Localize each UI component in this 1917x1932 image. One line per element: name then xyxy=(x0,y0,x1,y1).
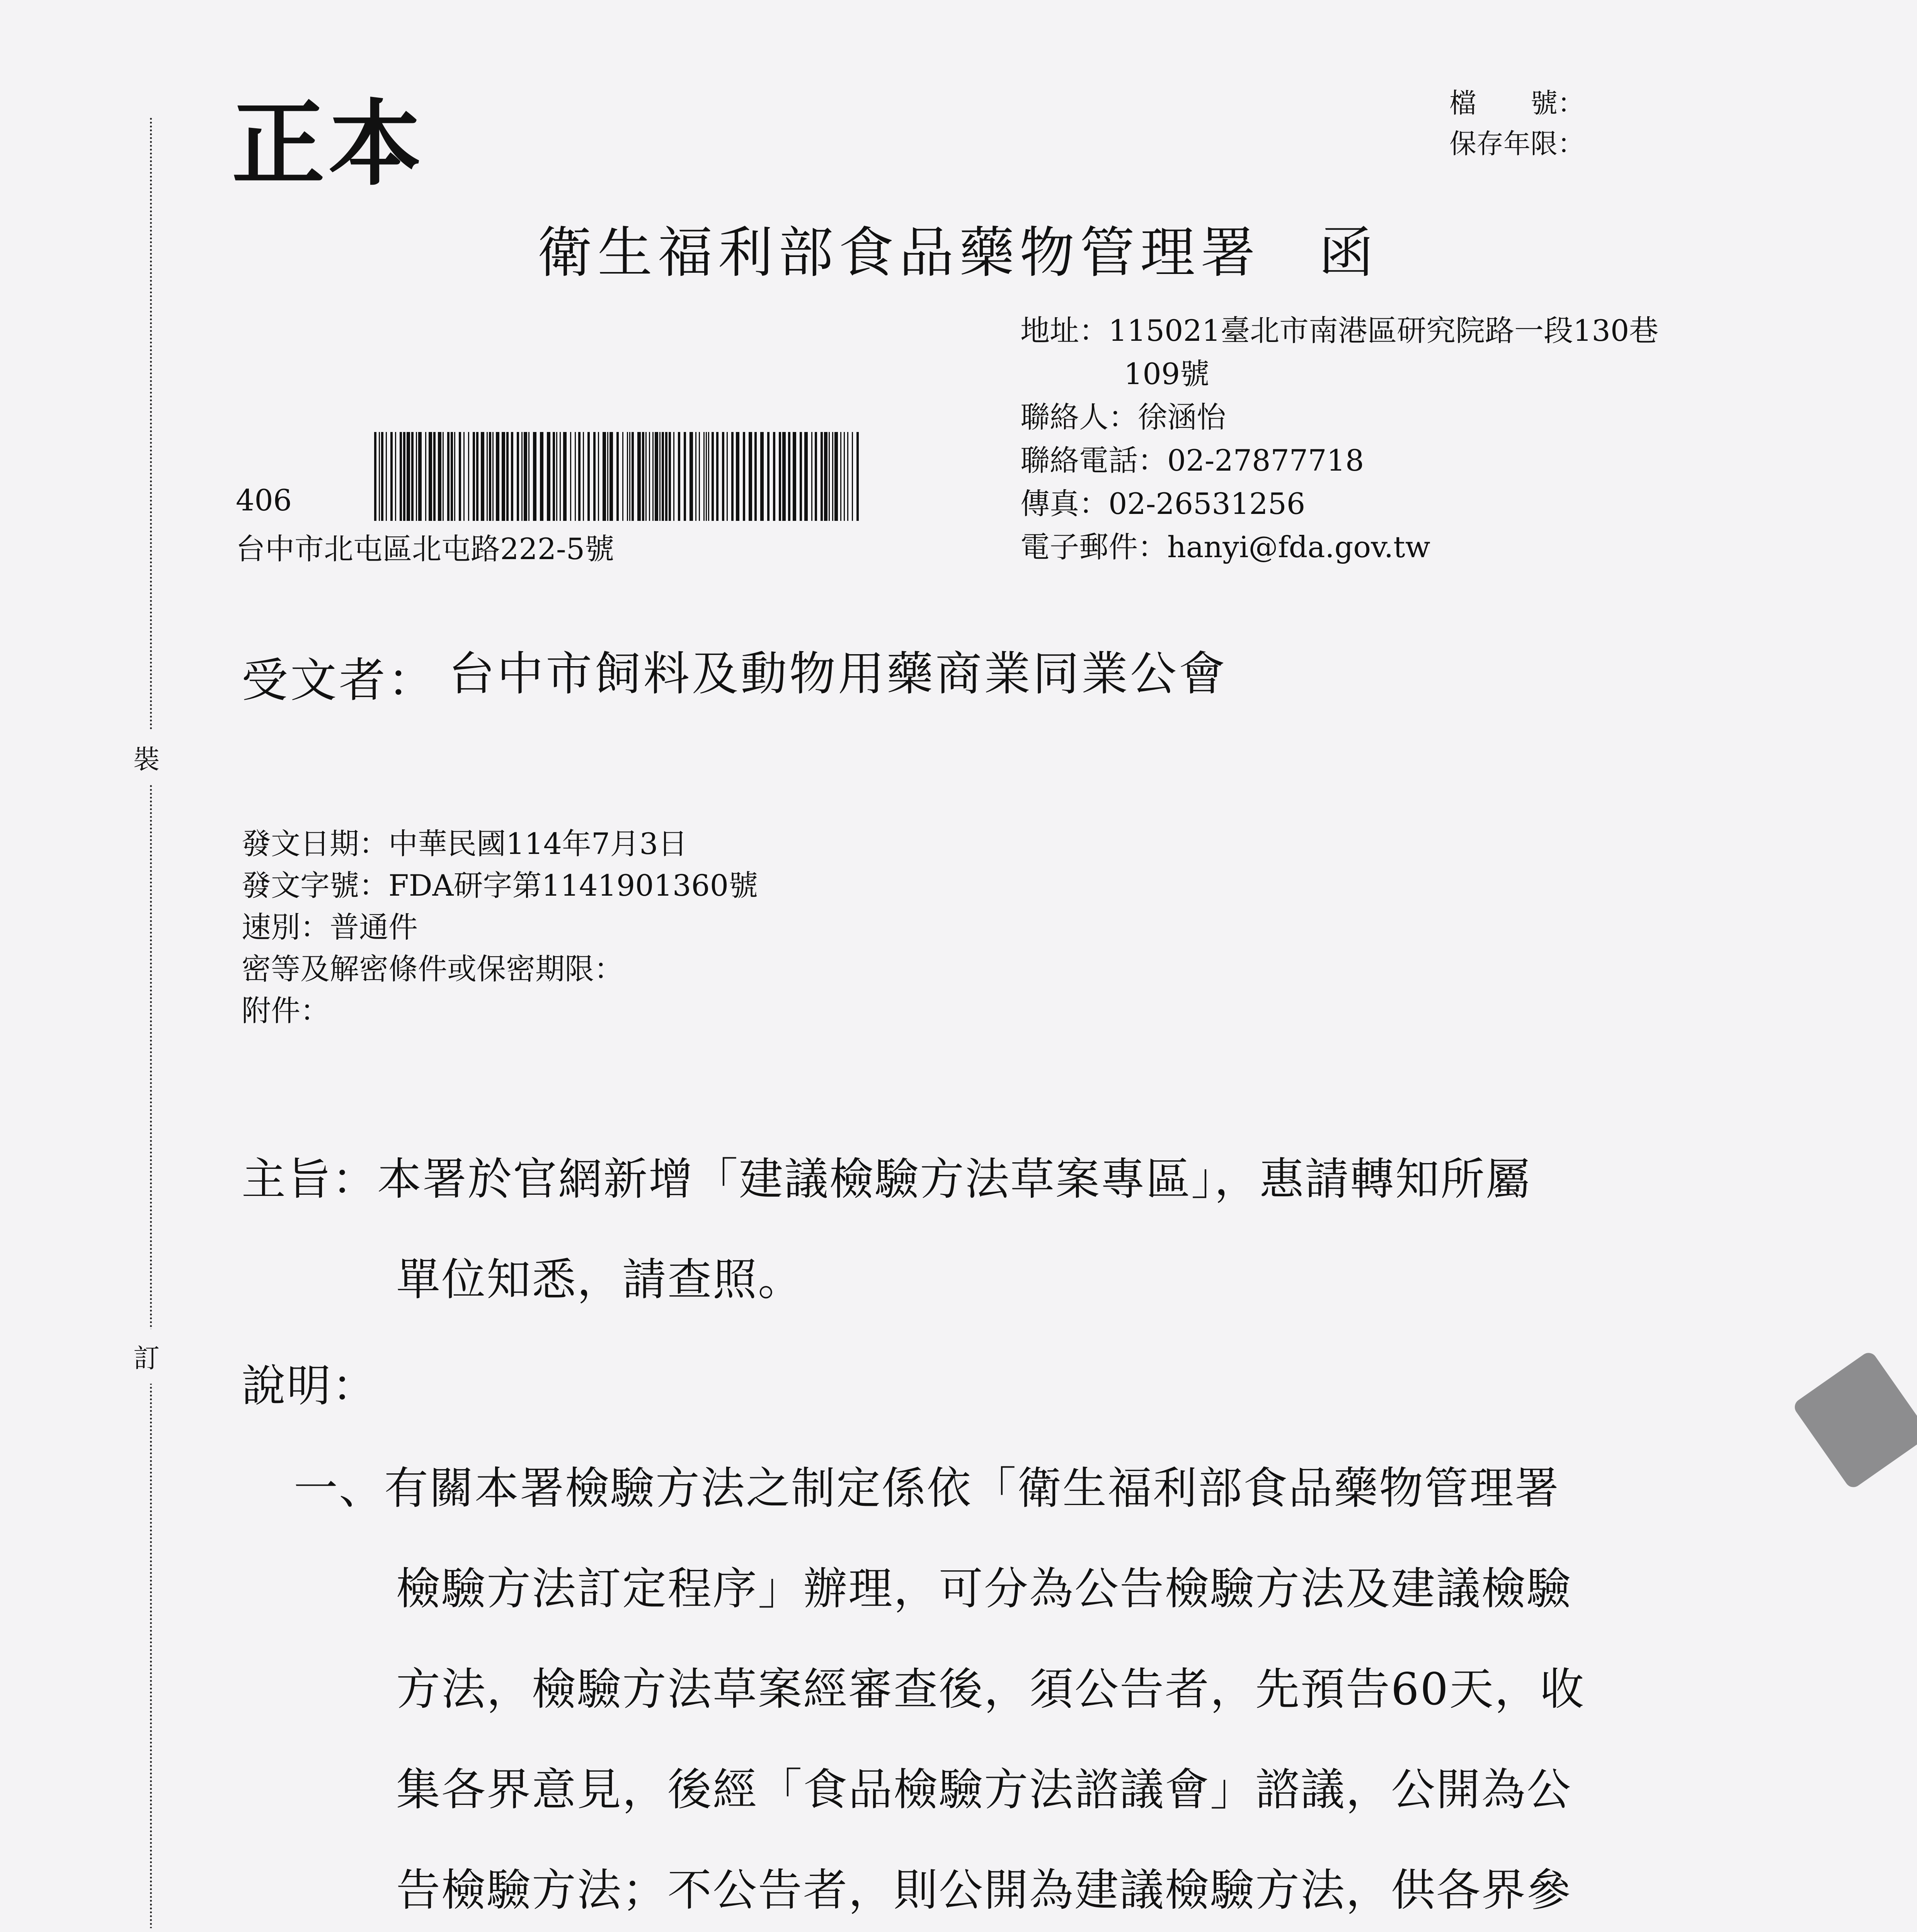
binding-mark-top: 裝 xyxy=(133,730,160,785)
barcode-bar xyxy=(429,432,432,521)
barcode-bar xyxy=(463,432,465,521)
barcode-bar xyxy=(695,432,696,521)
barcode-bar xyxy=(645,432,647,521)
barcode-bar xyxy=(416,432,417,521)
barcode-bar xyxy=(847,432,848,521)
recipient-label: 受文者： xyxy=(242,654,436,707)
barcode-bar xyxy=(521,432,523,521)
barcode-bar xyxy=(386,432,387,521)
barcode-bar xyxy=(390,432,393,521)
binding-mark-bottom xyxy=(133,1928,160,1932)
contact-block xyxy=(1020,309,1658,569)
barcode-bar xyxy=(609,432,613,521)
barcode-bar xyxy=(506,432,509,521)
barcode-bar xyxy=(492,432,494,521)
barcode-bar xyxy=(788,432,790,521)
barcode-bar xyxy=(662,432,664,521)
barcode-bar xyxy=(706,432,707,521)
barcode-bar xyxy=(443,432,444,521)
barcode-bar xyxy=(517,432,519,521)
barcode-bar xyxy=(722,432,724,521)
barcode-bar xyxy=(381,432,383,521)
barcode-bar xyxy=(690,432,693,521)
copy-stamp: 正本 xyxy=(232,89,426,198)
barcode-bar xyxy=(502,432,505,521)
barcode-bar xyxy=(570,432,571,521)
binding-line xyxy=(150,118,152,1932)
barcode-bar xyxy=(438,432,441,521)
barcode-bar xyxy=(749,432,752,521)
barcode-bar xyxy=(425,432,426,521)
barcode-bar xyxy=(379,432,380,521)
barcode-bar xyxy=(793,432,796,521)
barcode-bar xyxy=(407,432,410,521)
barcode-bar xyxy=(395,432,396,521)
agency-title xyxy=(537,209,1379,287)
barcode-bar xyxy=(481,432,484,521)
barcode-bar xyxy=(400,432,402,521)
barcode-bar xyxy=(642,432,644,521)
barcode-bar xyxy=(716,432,718,521)
barcode-bar xyxy=(489,432,491,521)
issue-date: 發文日期：中華民國114年7月3日 xyxy=(242,827,688,861)
contact-phone: 聯絡電話：02-27877718 xyxy=(1020,443,1364,478)
barcode-bar xyxy=(511,432,513,521)
barcode-bar xyxy=(699,432,700,521)
barcode-bar xyxy=(598,432,599,521)
subject-line1: 主旨：本署於官網新增「建議檢驗方法草案專區」，惠請轉知所屬 xyxy=(242,1153,1531,1205)
barcode-bar xyxy=(652,432,654,521)
document-metadata xyxy=(242,823,758,1032)
barcode-bar xyxy=(468,432,469,521)
barcode-bar xyxy=(824,432,827,521)
explanation-item1-line1: 一、有關本署檢驗方法之制定係依「衛生福利部食品藥物管理署 xyxy=(294,1463,1560,1514)
barcode-bar xyxy=(540,432,543,521)
agency-name: 衛生福利部食品藥物管理署 xyxy=(537,221,1261,285)
barcode-bar xyxy=(556,432,557,521)
barcode-bar xyxy=(587,432,590,521)
barcode-bar xyxy=(703,432,705,521)
explanation-item1-line4: 集各界意見，後經「食品檢驗方法諮議會」諮議，公開為公 xyxy=(396,1764,1572,1815)
barcode-bar xyxy=(637,432,641,521)
side-stamp-mark xyxy=(1791,1350,1917,1491)
barcode-bar xyxy=(524,432,527,521)
barcode-bar xyxy=(622,432,623,521)
barcode-bar xyxy=(773,432,775,521)
explanation-heading: 說明： xyxy=(242,1360,378,1412)
barcode-bar xyxy=(418,432,422,521)
barcode-bar xyxy=(447,432,449,521)
barcode-bar xyxy=(767,432,770,521)
barcode-bar xyxy=(659,432,661,521)
explanation-item1-line3: 方法，檢驗方法草案經審查後，須公告者，先預告60天，收 xyxy=(396,1663,1585,1715)
issue-number: 發文字號：FDA研字第1141901360號 xyxy=(242,868,758,903)
barcode-bar xyxy=(856,432,859,521)
contact-email: 電子郵件：hanyi@fda.gov.tw xyxy=(1020,530,1430,564)
contact-fax: 傳真：02-26531256 xyxy=(1020,486,1306,521)
barcode-bar xyxy=(844,432,845,521)
explanation-item1-line5: 告檢驗方法；不公告者，則公開為建議檢驗方法，供各界參 xyxy=(396,1864,1572,1916)
barcode-bar xyxy=(433,432,436,521)
binding-mark-middle: 訂 xyxy=(133,1329,160,1384)
barcode-bar xyxy=(811,432,812,521)
barcode-bar xyxy=(684,432,686,521)
barcode-bar xyxy=(655,432,658,521)
retention-label: 保存年限： xyxy=(1449,128,1585,160)
barcode-bar xyxy=(560,432,561,521)
document-kind: 函 xyxy=(1319,221,1379,285)
attachments: 附件： xyxy=(242,993,330,1028)
barcode-bar xyxy=(616,432,619,521)
barcode-bar xyxy=(665,432,667,521)
barcode-bar xyxy=(459,432,461,521)
contact-person: 聯絡人：徐涵怡 xyxy=(1020,400,1226,434)
barcode-bar xyxy=(632,432,634,521)
mailing-zip: 406 xyxy=(236,483,292,517)
barcode-bar xyxy=(804,432,808,521)
barcode-bar xyxy=(708,432,709,521)
barcode-bar xyxy=(852,432,853,521)
barcode-bar xyxy=(779,432,781,521)
barcode-bar xyxy=(743,432,745,521)
barcode-bar xyxy=(629,432,630,521)
barcode-bar xyxy=(712,432,714,521)
file-number-label: 檔 號： xyxy=(1449,87,1585,119)
barcode-bar xyxy=(649,432,650,521)
barcode-bar xyxy=(669,432,671,521)
barcode-bar xyxy=(736,432,739,521)
barcode-bar xyxy=(821,432,823,521)
barcode-bar xyxy=(815,432,817,521)
barcode-bar xyxy=(563,432,567,521)
secrecy-level: 密等及解密條件或保密期限： xyxy=(242,952,623,986)
barcode-bar xyxy=(754,432,757,521)
barcode-bar xyxy=(411,432,414,521)
explanation-item1-line2: 檢驗方法訂定程序」辦理，可分為公告檢驗方法及建議檢驗 xyxy=(396,1563,1572,1614)
barcode-bar xyxy=(800,432,802,521)
barcode-bar xyxy=(403,432,405,521)
barcode-bar xyxy=(627,432,628,521)
file-meta xyxy=(1449,83,1585,164)
barcode-bar xyxy=(454,432,455,521)
barcode-bar xyxy=(593,432,596,521)
postal-barcode xyxy=(374,432,859,521)
barcode-bar xyxy=(553,432,555,521)
barcode-bar xyxy=(832,432,833,521)
barcode-bar xyxy=(782,432,786,521)
delivery-speed: 速別：普通件 xyxy=(242,910,418,944)
barcode-bar xyxy=(731,432,734,521)
barcode-bar xyxy=(834,432,838,521)
barcode-bar xyxy=(727,432,728,521)
barcode-bar xyxy=(673,432,674,521)
address-line2: 109號 xyxy=(1124,357,1210,391)
mailing-address: 台中市北屯區北屯路222-5號 xyxy=(236,532,615,566)
barcode-bar xyxy=(678,432,680,521)
barcode-bar xyxy=(578,432,581,521)
subject-line2: 單位知悉，請查照。 xyxy=(396,1254,804,1305)
barcode-bar xyxy=(533,432,536,521)
barcode-bar xyxy=(451,432,453,521)
address-line1: 地址：115021臺北市南港區研究院路一段130巷 xyxy=(1020,313,1659,348)
barcode-bar xyxy=(473,432,475,521)
barcode-bar xyxy=(603,432,606,521)
barcode-bar xyxy=(487,432,488,521)
barcode-bar xyxy=(840,432,841,521)
barcode-bar xyxy=(528,432,529,521)
barcode-bar xyxy=(575,432,576,521)
barcode-bar xyxy=(829,432,830,521)
barcode-bar xyxy=(607,432,608,521)
barcode-bar xyxy=(583,432,584,521)
barcode-bar xyxy=(760,432,764,521)
barcode-bar xyxy=(476,432,478,521)
barcode-bar xyxy=(547,432,550,521)
barcode-bar xyxy=(496,432,499,521)
recipient-name: 台中市飼料及動物用藥商業同業公會 xyxy=(448,647,1227,701)
barcode-bar xyxy=(374,432,376,521)
